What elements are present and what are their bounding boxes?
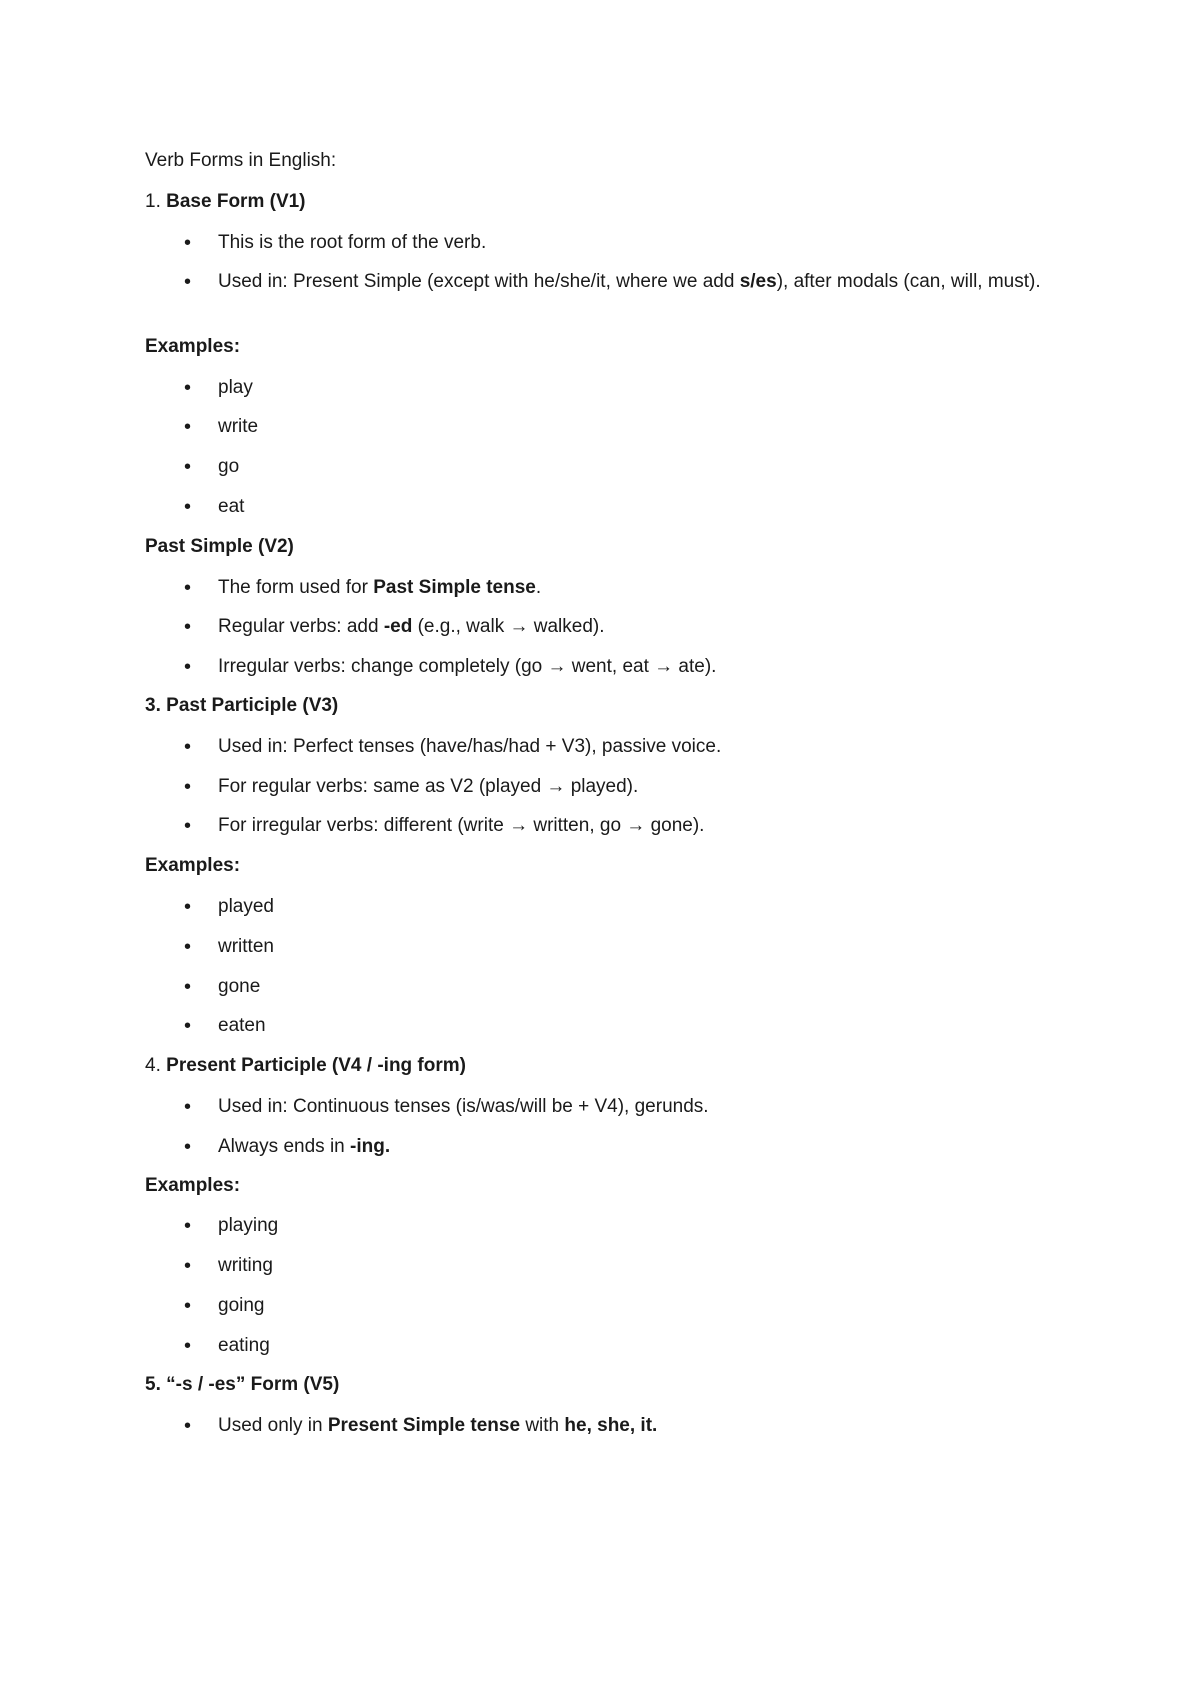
list-item: • Used in: Continuous tenses (is/was/will be + V4), gerunds. bbox=[218, 1093, 1058, 1121]
list-item bbox=[218, 613, 1058, 641]
document-title: Verb Forms in English: bbox=[145, 150, 337, 171]
example-item: • written bbox=[218, 933, 1058, 961]
list-item-text: This is the root form of the verb. bbox=[218, 232, 487, 253]
list-item bbox=[218, 574, 1058, 602]
section-number: 3. bbox=[145, 695, 161, 716]
examples-label: Examples: bbox=[145, 855, 241, 876]
list-item-text: (e.g., walk → walked). bbox=[412, 616, 605, 637]
list-item bbox=[218, 1412, 1058, 1440]
example-item: • playing bbox=[218, 1212, 1058, 1240]
example-item: • play bbox=[218, 374, 1058, 402]
list-item: • For regular verbs: same as V2 (played → played). bbox=[218, 773, 1058, 801]
list-item bbox=[218, 229, 1058, 257]
example-item: • gone bbox=[218, 973, 1058, 1001]
examples-label: Examples: bbox=[145, 1175, 241, 1196]
list-item: • For irregular verbs: different (write → written, go → gone). bbox=[218, 812, 1058, 840]
example-item: • played bbox=[218, 893, 1058, 921]
list-item-text: Used only in bbox=[218, 1415, 328, 1436]
example-item: • writing bbox=[218, 1252, 1058, 1280]
list-item bbox=[218, 1133, 1058, 1161]
example-item: • going bbox=[218, 1292, 1058, 1320]
example-item: • eaten bbox=[218, 1012, 1058, 1040]
section-title: Past Participle (V3) bbox=[166, 695, 339, 716]
list-item-text: with bbox=[520, 1415, 565, 1436]
list-item-text: Regular verbs: add bbox=[218, 616, 384, 637]
section-title: Present Participle (V4 / -ing form) bbox=[166, 1055, 466, 1076]
bold-text: -ed bbox=[383, 616, 413, 637]
list-item-text: ), after modals (can, will, must). bbox=[776, 271, 1041, 292]
section-number: 5. bbox=[145, 1374, 161, 1395]
bold-text: Past Simple tense bbox=[373, 577, 536, 598]
list-item-text: The form used for bbox=[218, 577, 374, 598]
bold-text: -ing. bbox=[350, 1136, 391, 1157]
bold-text: s/es bbox=[739, 271, 777, 292]
list-item: • Irregular verbs: change completely (go → went, eat → ate). bbox=[218, 653, 1058, 681]
section-number: 4. bbox=[145, 1055, 161, 1076]
bold-text: Present Simple tense bbox=[327, 1415, 521, 1436]
list-item bbox=[218, 268, 1058, 296]
list-item-text: Always ends in bbox=[218, 1136, 351, 1157]
bold-text: he, she, it. bbox=[564, 1415, 658, 1436]
example-item: • write bbox=[218, 413, 1058, 441]
section-heading-present-participle bbox=[145, 1053, 1065, 1079]
section-title: “-s / -es” Form (V5) bbox=[166, 1374, 340, 1395]
list-item-text: Used in: Present Simple (except with he/she/it, where we add bbox=[218, 271, 740, 292]
example-item: • eat bbox=[218, 493, 1058, 521]
list-item-text: . bbox=[535, 577, 542, 598]
section-heading-past-simple: Past Simple (V2) bbox=[145, 536, 294, 557]
section-heading-s-form bbox=[145, 1372, 1065, 1398]
list-item: • Used in: Perfect tenses (have/has/had + V3), passive voice. bbox=[218, 733, 1058, 761]
example-item: • go bbox=[218, 453, 1058, 481]
example-item: • eating bbox=[218, 1332, 1058, 1360]
section-title: Base Form (V1) bbox=[166, 191, 306, 212]
section-heading-past-participle bbox=[145, 693, 1065, 719]
section-number: 1. bbox=[145, 191, 161, 212]
section-heading-base-form bbox=[145, 189, 1065, 215]
examples-label: Examples: bbox=[145, 336, 241, 357]
